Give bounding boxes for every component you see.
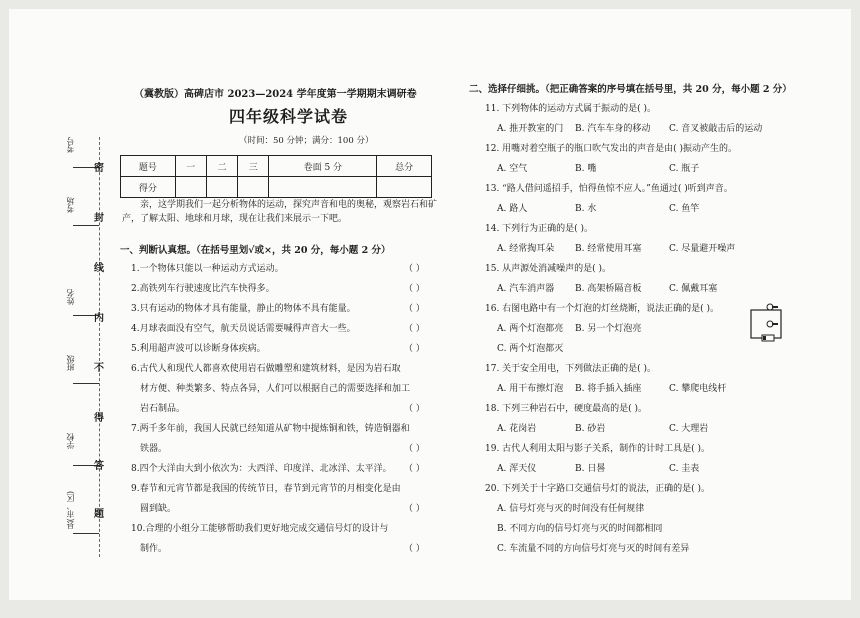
label-class: 班级 — [66, 355, 75, 371]
option-a: A. 路人 — [497, 204, 528, 214]
battery-icon — [762, 335, 774, 341]
option-a: A. 汽车消声器 — [497, 284, 555, 294]
score-cell[interactable] — [377, 177, 432, 198]
answer-paren[interactable]: （ ） — [404, 544, 425, 554]
circuit-diagram — [748, 302, 784, 344]
question-line: 2.高铁列车行驶速度比汽车快得多。 — [131, 284, 275, 294]
bulb-icon — [767, 321, 778, 327]
question-stem: 20. 下列关于十字路口交通信号灯的说法，正确的是( )。 — [485, 484, 711, 494]
option-b: B. 日晷 — [575, 464, 606, 474]
question-line: 1.一个物体只能以一种运动方式运动。 — [131, 264, 284, 274]
score-cell[interactable] — [175, 177, 206, 198]
seal-line — [99, 137, 100, 557]
option-a: A. 空气 — [497, 164, 528, 174]
answer-paren[interactable]: （ ） — [404, 464, 425, 474]
option-c: C. 尽量避开噪声 — [669, 244, 736, 254]
question-stem: 13. “路人借问遥招手，怕得鱼惊不应人。”鱼通过( )听到声音。 — [485, 184, 733, 194]
blank-line — [73, 533, 99, 534]
option-c: C. 两个灯泡都灭 — [497, 344, 564, 354]
option-b: B. 水 — [575, 204, 597, 214]
seal-char: 内 — [94, 313, 104, 324]
question-line: 6.古代人和现代人都喜欢使用岩石做雕塑和建筑材料，是因为岩石取 — [131, 364, 401, 374]
score-header: 卷面 5 分 — [269, 156, 377, 177]
question-stem: 17. 关于安全用电，下列做法正确的是( )。 — [485, 364, 657, 374]
option-c: C. 车流量不同的方向信号灯亮与灭的时间有差异 — [497, 544, 690, 554]
answer-paren[interactable]: （ ） — [404, 324, 425, 334]
seal-char: 得 — [94, 413, 104, 424]
blank-line — [73, 383, 99, 384]
option-c: C. 佩戴耳塞 — [669, 284, 718, 294]
label-name: 姓名 — [66, 289, 75, 305]
exam-time-info: （时间：50 分钟；满分：100 分） — [239, 136, 374, 146]
score-header: 三 — [238, 156, 269, 177]
question-line: 10.合理的小组分工能够帮助我们更好地完成交通信号灯的设计与 — [131, 524, 389, 534]
option-b: B. 嘴 — [575, 164, 597, 174]
label-county: 县(市、区) — [66, 491, 75, 530]
option-a: A. 两个灯泡都亮 — [497, 324, 564, 334]
score-header: 二 — [206, 156, 237, 177]
option-a: A. 推开教室的门 — [497, 124, 564, 134]
option-c: C. 攀爬电线杆 — [669, 384, 727, 394]
binding-strip — [9, 9, 119, 600]
option-c: C. 瓶子 — [669, 164, 700, 174]
exam-source-line: （冀教版）高碑店市 2023—2024 学年度第一学期期末调研卷 — [134, 89, 417, 100]
answer-paren[interactable]: （ ） — [404, 284, 425, 294]
answer-paren[interactable]: （ ） — [404, 444, 425, 454]
score-row-label: 得分 — [121, 177, 176, 198]
question-stem: 18. 下列三种岩石中，硬度最高的是( )。 — [485, 404, 648, 414]
option-b: B. 经常使用耳塞 — [575, 244, 642, 254]
exam-page — [9, 9, 851, 600]
question-stem: 12. 用嘴对着空瓶子的瓶口吹气发出的声音是由( )振动产生的。 — [485, 144, 738, 154]
label-exam-room: 考场 — [66, 197, 75, 213]
label-exam-number: 考号 — [66, 137, 75, 153]
option-b: B. 汽车车身的移动 — [575, 124, 651, 134]
answer-paren[interactable]: （ ） — [404, 404, 425, 414]
score-table — [120, 155, 432, 198]
score-cell[interactable] — [238, 177, 269, 198]
score-header: 一 — [175, 156, 206, 177]
option-a: A. 经常掏耳朵 — [497, 244, 555, 254]
score-header: 题号 — [121, 156, 176, 177]
seal-char: 不 — [94, 363, 104, 374]
question-stem: 15. 从声源处消减噪声的是( )。 — [485, 264, 612, 274]
answer-paren[interactable]: （ ） — [404, 504, 425, 514]
option-a: A. 浑天仪 — [497, 464, 537, 474]
score-table-header-row — [121, 156, 432, 177]
seal-char: 线 — [94, 263, 104, 274]
intro-text: 亲，这学期我们一起分析物体的运动，探究声音和电的奥秘，观察岩石和矿产，了解太阳、地球和月球，现在让我们来展示一下吧。 — [122, 200, 438, 224]
question-line: 岩石制品。 — [140, 404, 186, 414]
question-line: 材方便、种类繁多、特点各异，人们可以根据自己的需要选择和加工 — [140, 384, 411, 394]
option-b: B. 砂岩 — [575, 424, 606, 434]
blank-line — [73, 225, 99, 226]
bulb-icon — [767, 304, 778, 310]
exam-title: 四年级科学试卷 — [229, 107, 349, 126]
question-line: 圆到缺。 — [140, 504, 177, 514]
score-table-row — [121, 177, 432, 198]
question-stem: 14. 下列行为正确的是( )。 — [485, 224, 594, 234]
score-cell[interactable] — [206, 177, 237, 198]
score-cell[interactable] — [269, 177, 377, 198]
option-a: A. 花岗岩 — [497, 424, 537, 434]
section2-heading: 二、选择仔细挑。（把正确答案的序号填在括号里，共 20 分，每小题 2 分） — [469, 84, 792, 95]
seal-char: 答 — [94, 461, 104, 472]
section1-heading: 一、判断认真想。（在括号里划√或×，共 20 分，每小题 2 分） — [120, 245, 391, 256]
question-line: 3.只有运动的物体才具有能量，静止的物体不具有能量。 — [131, 304, 356, 314]
option-b: B. 不同方向的信号灯亮与灭的时间都相同 — [497, 524, 663, 534]
question-line: 铁器。 — [140, 444, 168, 454]
answer-paren[interactable]: （ ） — [404, 344, 425, 354]
option-c: C. 鱼竿 — [669, 204, 700, 214]
question-stem: 11. 下列物体的运动方式属于振动的是( )。 — [485, 104, 657, 114]
answer-paren[interactable]: （ ） — [404, 304, 425, 314]
option-c: C. 大理岩 — [669, 424, 709, 434]
score-header: 总分 — [377, 156, 432, 177]
option-a: A. 信号灯亮与灭的时间没有任何规律 — [497, 504, 645, 514]
seal-char: 题 — [94, 509, 104, 520]
question-line: 8.四个大洋由大到小依次为：大西洋、印度洋、北冰洋、太平洋。 — [131, 464, 392, 474]
answer-paren[interactable]: （ ） — [404, 264, 425, 274]
option-c: C. 圭表 — [669, 464, 700, 474]
seal-char: 封 — [94, 213, 104, 224]
option-a: A. 用干布擦灯泡 — [497, 384, 564, 394]
seal-char: 密 — [94, 163, 104, 174]
question-line: 制作。 — [140, 544, 168, 554]
label-school: 学校 — [66, 433, 75, 449]
option-c: C. 音叉被敲击后的运动 — [669, 124, 763, 134]
option-b: B. 高架桥隔音板 — [575, 284, 642, 294]
question-stem: 16. 右图电路中有一个灯泡的灯丝烧断，说法正确的是( )。 — [485, 304, 720, 314]
option-b: B. 另一个灯泡亮 — [575, 324, 642, 334]
question-line: 9.春节和元宵节都是我国的传统节日，春节到元宵节的月相变化是由 — [131, 484, 401, 494]
question-line: 5.利用超声波可以诊断身体疾病。 — [131, 344, 266, 354]
option-b: B. 将手插入插座 — [575, 384, 642, 394]
question-line: 7.两千多年前，我国人民就已经知道从矿物中提炼铜和铁，铸造铜器和 — [131, 424, 410, 434]
question-stem: 19. 古代人利用太阳与影子关系，制作的计时工具是( )。 — [485, 444, 711, 454]
question-line: 4.月球表面没有空气，航天员说话需要喊得声音大一些。 — [131, 324, 356, 334]
